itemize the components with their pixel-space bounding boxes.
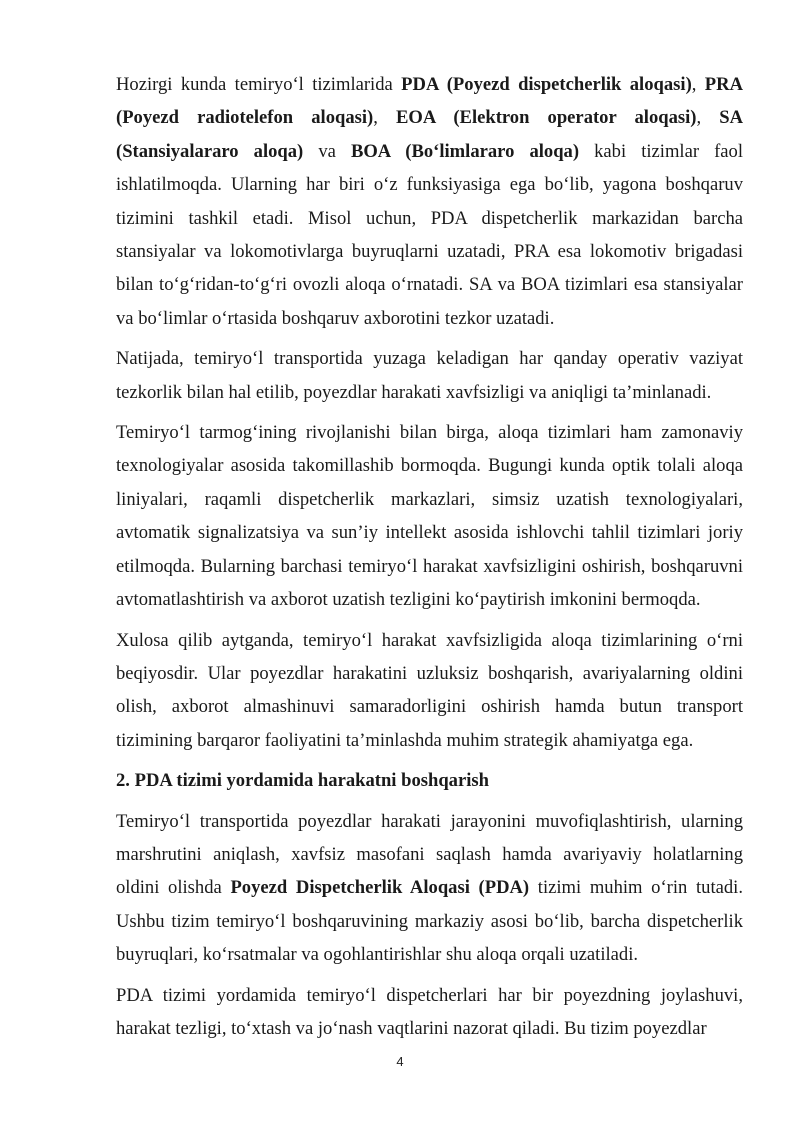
paragraph-5-bold-pda: Poyezd Dispetcherlik Aloqasi (PDA) [230, 877, 530, 899]
paragraphs-before [116, 68, 743, 757]
paragraph-4 [116, 624, 743, 758]
section-heading: 2. PDA tizimi yordamida harakatni boshqarish [116, 770, 489, 792]
paragraph-6 [116, 979, 743, 1046]
paragraph-1-bold-pra: PRA (Poyezd radiotelefon aloqasi) [116, 74, 744, 129]
paragraph-6-run: PDA tizimi yordamida temiryo‘l dispetcherlari har bir poyezdning joylashuvi, harakat tezligi, to‘xtash va jo‘nash vaqtlarini nazorat qiladi. Bu tizim poyezdlar [116, 984, 743, 1039]
paragraph-5-run: tizimi muhim o‘rin tutadi. Ushbu tizim temiryo‘l boshqaruvining markaziy asosi bo‘lib, barcha dispetcherlik buyruqlari, ko‘rsatmalar va ogohlantirishlar shu aloqa orqali uzatiladi. [116, 877, 743, 966]
paragraph-1-bold-eoa: EOA (Elektron operator aloqasi) [395, 107, 697, 129]
paragraphs-after [116, 805, 743, 1046]
paragraph-2 [116, 342, 743, 409]
page-number: 4 [396, 1054, 404, 1069]
paragraph-5-run: Temiryo‘l transportida poyezdlar harakati jarayonini muvofiqlashtirish, ularning marshrutini aniqlash, xavfsiz masofani saqlash hamda avariyaviy holatlarning oldini olishda [116, 810, 743, 899]
paragraph-5 [116, 805, 743, 972]
paragraph-1-run: kabi tizimlar faol ishlatilmoqda. Ularning har biri o‘z funksiyasiga ega bo‘lib, yagona boshqaruv tizimini tashkil etadi. Misol uchun, PDA dispetcherlik markazidan barcha stansiyalar va lokomotivlarga buyruqlarni uzatadi, PRA esa lokomotiv brigadasi bilan to‘g‘ridan-to‘g‘ri ovozli aloqa o‘rnatadi. SA va BOA tizimlari esa stansiyalar va bo‘limlar o‘rtasida boshqaruv axborotini tezkor uzatadi. [116, 140, 743, 329]
paragraph-3 [116, 416, 743, 616]
paragraph-1-run: va [303, 140, 351, 162]
paragraph-4-run: Xulosa qilib aytganda, temiryo‘l harakat xavfsizligida aloqa tizimlarining o‘rni beqiyosdir. Ular poyezdlar harakatini uzluksiz boshqarish, avariyalarning oldini olish, axborot almashinuvi samaradorligini oshirish hamda butun transport tizimining barqaror faoliyatini ta’minlashda muhim strategik ahamiyatga ega. [116, 629, 743, 751]
paragraph-3-run: Temiryo‘l tarmog‘ining rivojlanishi bilan birga, aloqa tizimlari ham zamonaviy texnologiyalar asosida takomillashib bormoqda. Bugungi kunda optik tolali aloqa liniyalari, raqamli dispetcherlik markazlari, simsiz uzatish texnologiyalari, avtomatik signalizatsiya va sun’iy intellekt asosida ishlovchi tahlil tizimlari joriy etilmoqda. Bularning barchasi temiryo‘l harakat xavfsizligini oshirish, boshqaruvni avtomatlashtirish va axborot uzatish tezligini ko‘paytirish imkonini bermoqda. [116, 422, 743, 611]
paragraph-1-run: , [691, 74, 705, 95]
paragraph-1-run: , [373, 107, 396, 129]
document-page [116, 68, 743, 1052]
paragraph-2-run: Natijada, temiryo‘l transportida yuzaga keladigan har qanday operativ vaziyat tezkorlik bilan hal etilib, poyezdlar harakati xavfsizligi va aniqligi ta’minlanadi. [116, 348, 743, 403]
paragraph-1-run: Hozirgi kunda temiryo‘l tizimlarida [116, 74, 402, 95]
paragraph-1-bold-pda: PDA (Poyezd dispetcherlik aloqasi) [401, 74, 692, 95]
paragraph-1-bold-boa: BOA (Bo‘limlararo aloqa) [350, 140, 580, 162]
paragraph-1 [116, 68, 743, 335]
paragraph-1-bold-sa: SA (Stansiyalararo aloqa) [116, 107, 744, 162]
paragraph-1-run: , [696, 107, 720, 129]
